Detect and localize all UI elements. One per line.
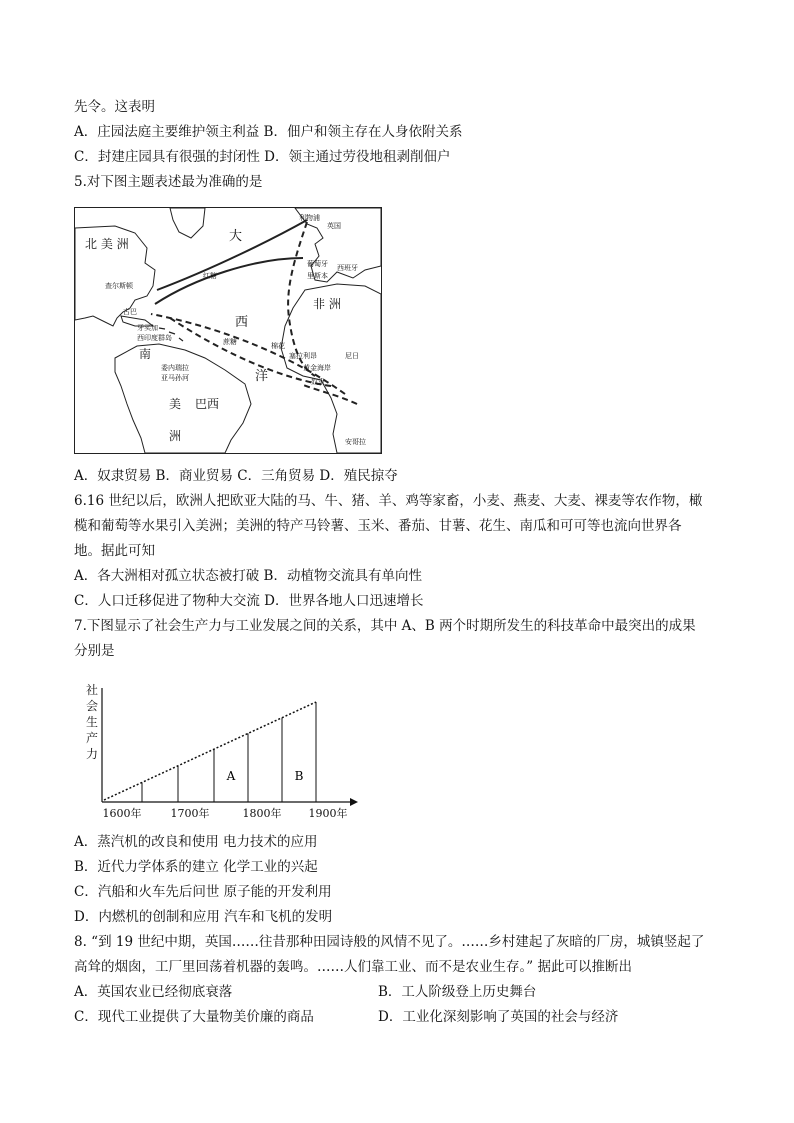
y-axis-label-char: 社 <box>86 683 99 697</box>
x-tick-label: 1600年 <box>102 807 142 820</box>
q6-stem-line3: 地。据此可知 <box>74 543 155 559</box>
q7-option-b: B．近代力学体系的建立 化学工业的兴起 <box>74 859 318 875</box>
q7-stem-line2: 分别是 <box>74 643 115 659</box>
label-yang: 洋 <box>255 369 269 384</box>
q4-options-row1: A．庄园法庭主要维护领主利益 B．佃户和领主存在人身依附关系 <box>74 124 463 140</box>
y-axis-label <box>86 682 98 761</box>
q6-options-row1: A．各大洲相对孤立状态被打破 B．动植物交流具有单向性 <box>74 568 422 584</box>
label-sierra-leone: 塞拉利昂 <box>289 352 317 360</box>
q4-options-row2: C．封建庄园具有很强的封闭性 D．领主通过劳役地租剥削佃户 <box>74 149 451 165</box>
q7-option-a: A．蒸汽机的改良和使用 电力技术的应用 <box>74 834 318 850</box>
label-north-america: 北 美 洲 <box>85 237 129 251</box>
triangle-trade-map <box>74 207 382 454</box>
label-amazon: 亚马孙河 <box>161 374 189 382</box>
label-portugal: 葡萄牙 <box>307 260 328 268</box>
region-label: A <box>226 769 236 783</box>
x-axis-arrow <box>350 798 358 806</box>
label-angola: 安哥拉 <box>345 438 366 446</box>
label-brazil: 巴西 <box>195 397 220 411</box>
label-red-goods: 红糖 <box>203 272 217 280</box>
label-venezuela: 委内瑞拉 <box>161 364 189 372</box>
label-nigeria: 尼日 <box>345 352 359 360</box>
q8-stem-line2: 高耸的烟囱，工厂里回荡着机器的轰鸣。……人们靠工业、而不是农业生存。” 据此可以推断出 <box>74 959 632 975</box>
x-tick-label: 1700年 <box>170 807 210 820</box>
q8-option-d: D．工业化深刻影响了英国的社会与经济 <box>378 1009 619 1025</box>
q8-option-a: A．英国农业已经彻底衰落 <box>74 984 233 1000</box>
label-cuba: 古巴 <box>123 308 137 316</box>
y-axis-label-char: 会 <box>86 699 99 713</box>
y-axis-label-char: 生 <box>86 715 99 729</box>
q8-option-b: B．工人阶级登上历史舞台 <box>378 984 537 1000</box>
label-sugar: 蔗糖 <box>223 338 237 346</box>
label-slaves: 奴隶 <box>311 378 325 386</box>
q6-stem-line2: 榄和葡萄等水果引入美洲；美洲的特产马铃薯、玉米、番茄、甘薯、花生、南瓜和可可等也流向世界各 <box>74 518 682 534</box>
q5-stem: 5.对下图主题表述最为准确的是 <box>74 174 263 190</box>
productivity-chart <box>84 682 364 822</box>
south-america-coast <box>115 344 251 453</box>
label-da: 大 <box>229 229 243 244</box>
q8-option-c: C．现代工业提供了大量物美价廉的商品 <box>74 1009 314 1025</box>
region-label: B <box>294 769 304 783</box>
label-jamaica: 牙买加 <box>137 324 158 332</box>
greenland-coast <box>170 208 205 238</box>
q4-stem-tail: 先令。这表明 <box>74 99 155 115</box>
x-tick-label: 1900年 <box>308 807 348 820</box>
label-liverpool: 利物浦 <box>299 214 320 222</box>
label-cotton: 棉花 <box>271 342 285 350</box>
label-charleston: 查尔斯顿 <box>105 282 133 290</box>
q7-option-d: D．内燃机的创制和应用 汽车和飞机的发明 <box>74 909 333 925</box>
label-zhou: 洲 <box>169 429 182 443</box>
q6-stem-line1: 6.16 世纪以后，欧洲人把欧亚大陆的马、牛、猪、羊、鸡等家畜，小麦、燕麦、大麦、裸麦等农作物，橄 <box>74 493 703 509</box>
label-south-america-nan: 南 <box>139 347 152 361</box>
label-south-america-mei: 美 <box>169 397 182 411</box>
q7-option-c: C．汽船和火车先后问世 原子能的开发利用 <box>74 884 332 900</box>
q5-options: A．奴隶贸易 B．商业贸易 C．三角贸易 D．殖民掠夺 <box>74 468 398 484</box>
q8-stem-line1: 8. “到 19 世纪中期，英国……往昔那种田园诗般的风情不见了。……乡村建起了灰暗的厂房，城镇竖起了 <box>74 934 705 950</box>
productivity-trend-line <box>104 702 316 800</box>
label-spain: 西班牙 <box>337 264 358 272</box>
label-xi: 西 <box>235 315 249 330</box>
label-africa: 非 洲 <box>313 297 341 311</box>
label-gold-coast: 黄金海岸 <box>303 364 331 372</box>
x-tick-label: 1800年 <box>242 807 282 820</box>
q6-options-row2: C．人口迁移促进了物种大交流 D．世界各地人口迅速增长 <box>74 593 424 609</box>
label-west-indies: 西印度群岛 <box>137 334 172 342</box>
label-lisbon: 里斯本 <box>307 272 328 280</box>
y-axis-label-char: 产 <box>86 731 99 745</box>
label-britain: 英国 <box>327 222 341 230</box>
y-axis-label-char: 力 <box>86 747 99 761</box>
q7-stem-line1: 7.下图显示了社会生产力与工业发展之间的关系，其中 A、B 两个时期所发生的科技革命中最突出的成果 <box>74 618 696 634</box>
